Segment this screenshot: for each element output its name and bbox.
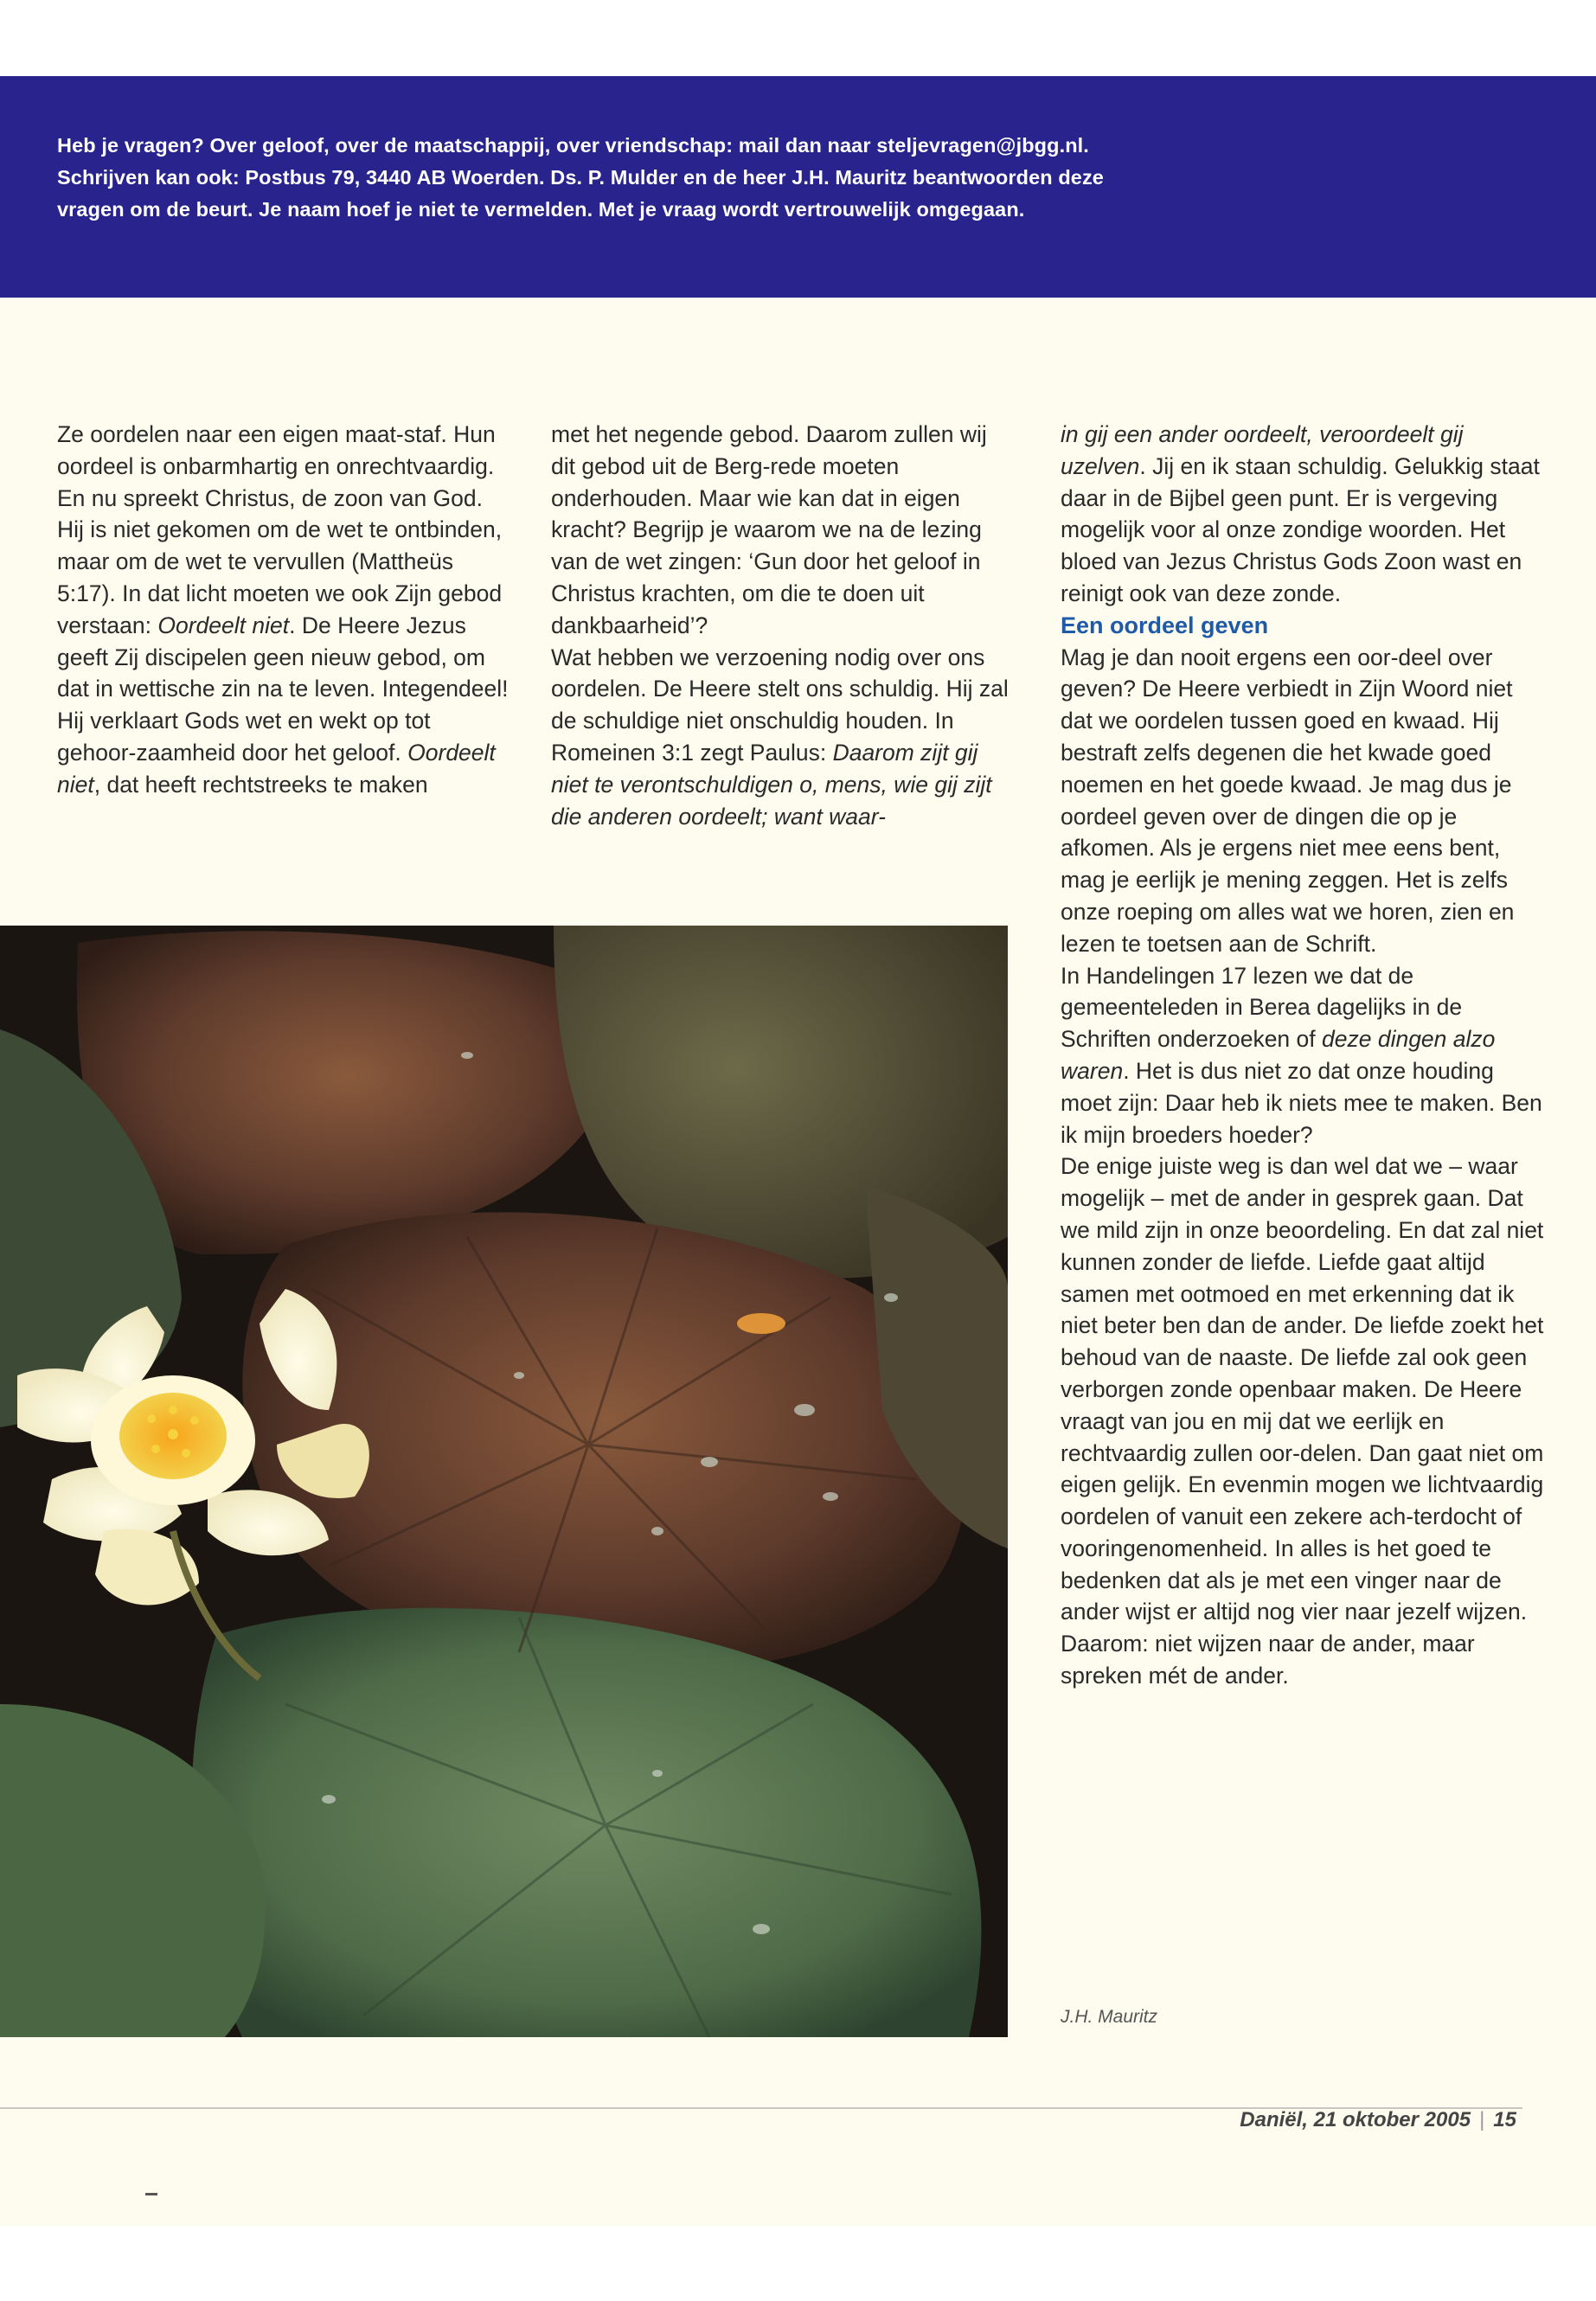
footer-separator: |: [1479, 2108, 1485, 2131]
column1-paragraph-2: [57, 483, 516, 801]
quote-oordeelt-niet: Oordeelt niet: [57, 739, 496, 798]
water-lily-illustration: [0, 926, 1008, 2037]
column1-paragraph-1: Ze oordelen naar een eigen maat-staf. Hun oordeel is onbarmhartig en onrechtvaardig.: [57, 421, 496, 479]
column1-text: En nu spreekt Christus, de zoon van God. Hij is niet gekomen om de wet te ontbinden, maar om de wet te vervullen (Mattheüs 5:17). In dat licht moeten we ook Zijn gebod verstaan:: [57, 484, 503, 638]
water-lily-photo: [0, 926, 1008, 2037]
column3-paragraph-2: Mag je dan nooit ergens een oor-deel over geven? De Heere verbiedt in Zijn Woord niet dat we oordelen tussen goed en kwaad. Hij bestraft zelfs degenen die het kwade goed noemen en het goede kwaad. Je mag dus je oordeel geven over de dingen die op je afkomen. Als je ergens niet mee eens bent, mag je eerlijk je mening zeggen. Het is zelfs onze roeping om alles wat we horen, zien en lezen te toetsen aan de Schrift.: [1061, 644, 1515, 957]
column1-text: . De Heere Jezus geeft Zij discipelen geen nieuw gebod, om dat in wettische zin na te leven. Integendeel! Hij verklaart Gods wet en wekt op tot gehoor-zaamheid door het geloof.: [57, 612, 509, 766]
column3-text: . Jij en ik staan schuldig. Gelukkig staat daar in de Bijbel geen punt. Er is vergeving mogelijk voor al onze zondige woorden. Het bloed van Jezus Christus Gods Zoon wast en reinigt ook van deze zonde.: [1061, 452, 1540, 606]
page-number: 15: [1493, 2108, 1516, 2131]
quote-oordeelt-niet: Oordeelt niet: [157, 612, 290, 638]
article-column-3: [1061, 419, 1545, 1692]
publication-date: Daniël, 21 oktober 2005: [1240, 2108, 1471, 2131]
banner-line-2: Schrijven kan ook: Postbus 79, 3440 AB Woerden. Ds. P. Mulder en de heer J.H. Mauritz beantwoorden deze: [57, 166, 1104, 189]
quote-handelingen: deze dingen alzo waren: [1061, 1026, 1496, 1084]
banner-line-1: Heb je vragen? Over geloof, over de maatschappij, over vriendschap: mail dan naar steljevragen@jbgg.nl.: [57, 134, 1089, 157]
quote-romeinen-continued: in gij een ander oordeelt, veroordeelt gij uzelven: [1061, 421, 1464, 479]
column3-paragraph-1: [1061, 419, 1545, 610]
banner-line-3: vragen om de beurt. Je naam hoef je niet te vermelden. Met je vraag wordt vertrouwelijk omgegaan.: [57, 198, 1025, 221]
author-signature: J.H. Mauritz: [1061, 2007, 1158, 2027]
article-column-2: [551, 419, 1014, 832]
quote-romeinen: Daarom zijt gij niet te verontschuldigen o, mens, wie gij zijt die anderen oordeelt; want waar-: [551, 739, 992, 830]
column2-paragraph-1: met het negende gebod. Daarom zullen wij dit gebod uit de Berg-rede moeten onderhouden. Maar wie kan dat in eigen kracht? Begrijp je waarom we na de lezing van de wet zingen: ‘Gun door het geloof in Christus krachten, om die te doen uit dankbaarheid’?: [551, 421, 987, 638]
column1-text: , dat heeft rechtstreeks te maken: [93, 771, 428, 798]
column3-text: In Handelingen 17 lezen we dat de gemeenteleden in Berea dagelijks in de Schriften onderzoeken of: [1061, 962, 1463, 1053]
column3-text: . Het is dus niet zo dat onze houding moet zijn: Daar heb ik niets mee te maken. Ben ik mijn broeders hoeder?: [1061, 1057, 1542, 1148]
margin-mark: [145, 2193, 157, 2195]
article-column-1: [57, 419, 516, 801]
column3-paragraph-4: De enige juiste weg is dan wel dat we – waar mogelijk – met de ander in gesprek gaan. Dat we mild zijn in onze beoordeling. En dat zal niet kunnen zonder de liefde. Liefde gaat altijd samen met ootmoed en met erkenning dat ik niet beter ben dan de ander. De liefde zoekt het behoud van de naaste. De liefde zal ook geen verborgen zonde openbaar maken. De Heere vraagt van jou en mij dat we eerlijk en rechtvaardig zullen oor-delen. Dan gaat niet om eigen gelijk. En evenmin mogen we lichtvaardig oordelen of vanuit een zekere ach-terdocht of vooringenomenheid. In alles is het goed te bedenken dat als je met een vinger naar de ander wijst er altijd nog vier naar jezelf wijzen. Daarom: niet wijzen naar de ander, maar spreken mét de ander.: [1061, 1153, 1544, 1689]
section-heading: Een oordeel geven: [1061, 612, 1269, 638]
column2-paragraph-2: [551, 642, 1014, 833]
page-footer: [997, 2108, 1516, 2132]
question-banner: [0, 76, 1596, 298]
column3-paragraph-3: [1061, 960, 1545, 1151]
column2-text: Wat hebben we verzoening nodig over ons oordelen. De Heere stelt ons schuldig. Hij zal de schuldige niet onschuldig houden. In Romeinen 3:1 zegt Paulus:: [551, 644, 1009, 766]
